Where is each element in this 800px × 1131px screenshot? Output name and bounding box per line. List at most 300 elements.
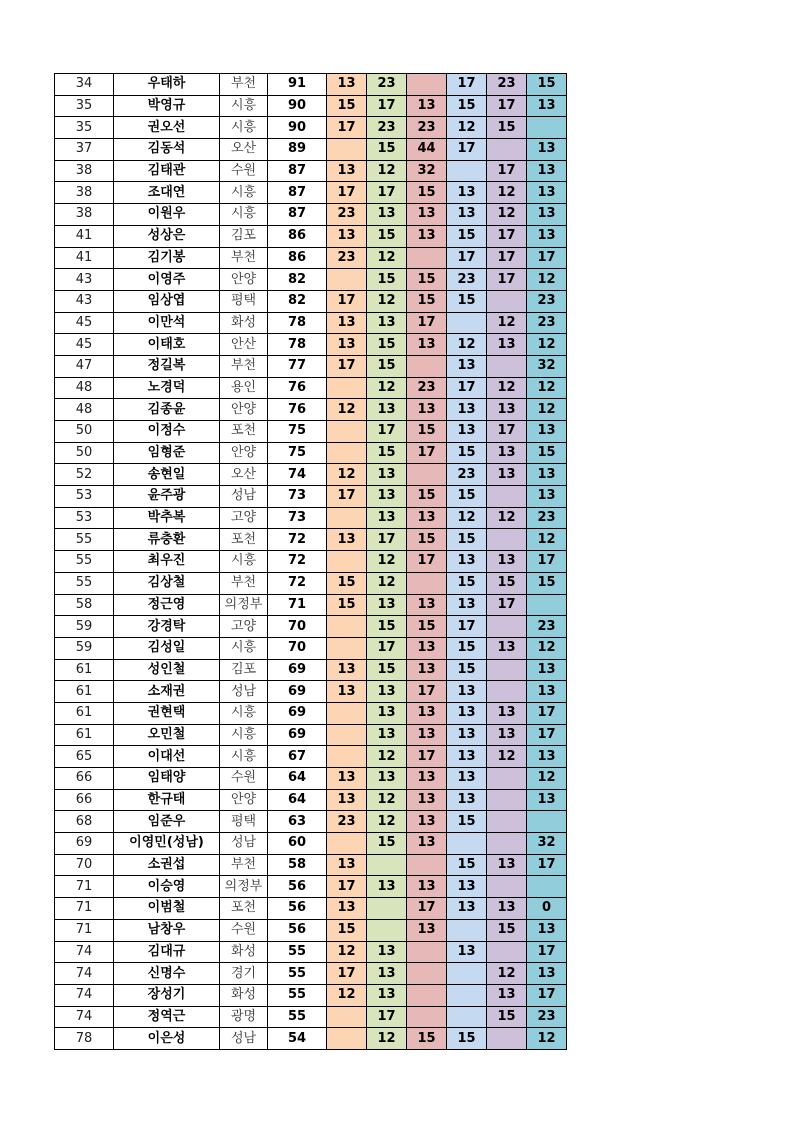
- total-cell: 86: [268, 225, 327, 247]
- stage-score-cell: 13: [327, 225, 367, 247]
- rank-cell: 55: [55, 529, 114, 551]
- stage-score-cell: 13: [327, 681, 367, 703]
- total-cell: 63: [268, 811, 327, 833]
- stage-score-cell: [487, 833, 527, 855]
- stage-score-cell: 23: [527, 290, 567, 312]
- stage-score-cell: 15: [487, 572, 527, 594]
- stage-score-cell: 15: [407, 290, 447, 312]
- rank-cell: 41: [55, 225, 114, 247]
- stage-score-cell: 13: [367, 486, 407, 508]
- table-row: [55, 117, 567, 139]
- stage-score-cell: [487, 355, 527, 377]
- stage-score-cell: [487, 811, 527, 833]
- stage-score-cell: 12: [487, 507, 527, 529]
- rank-cell: 61: [55, 702, 114, 724]
- stage-score-cell: 13: [447, 421, 487, 443]
- stage-score-cell: 12: [527, 529, 567, 551]
- stage-score-cell: [527, 811, 567, 833]
- stage-score-cell: 13: [367, 768, 407, 790]
- rank-cell: 69: [55, 833, 114, 855]
- rank-cell: 37: [55, 139, 114, 161]
- stage-score-cell: 13: [487, 702, 527, 724]
- city-cell: 포천: [220, 529, 268, 551]
- table-row: [55, 984, 567, 1006]
- stage-score-cell: 23: [327, 811, 367, 833]
- stage-score-cell: 13: [487, 334, 527, 356]
- city-cell: 안양: [220, 789, 268, 811]
- stage-score-cell: [327, 269, 367, 291]
- stage-score-cell: 13: [447, 768, 487, 790]
- stage-score-cell: [447, 833, 487, 855]
- stage-score-cell: 13: [487, 637, 527, 659]
- stage-score-cell: 12: [327, 464, 367, 486]
- total-cell: 72: [268, 551, 327, 573]
- stage-score-cell: 13: [367, 963, 407, 985]
- stage-score-cell: 12: [367, 789, 407, 811]
- stage-score-cell: 12: [527, 269, 567, 291]
- city-cell: 화성: [220, 984, 268, 1006]
- name-cell: 신명수: [114, 963, 220, 985]
- rank-cell: 65: [55, 746, 114, 768]
- stage-score-cell: 13: [447, 551, 487, 573]
- stage-score-cell: 13: [407, 594, 447, 616]
- table-row: [55, 1006, 567, 1028]
- stage-score-cell: 13: [327, 160, 367, 182]
- city-cell: 화성: [220, 941, 268, 963]
- stage-score-cell: 32: [407, 160, 447, 182]
- stage-score-cell: 15: [407, 1028, 447, 1050]
- table-row: [55, 139, 567, 161]
- table-row: [55, 919, 567, 941]
- stage-score-cell: 13: [527, 160, 567, 182]
- stage-score-cell: 17: [487, 160, 527, 182]
- stage-score-cell: 15: [407, 269, 447, 291]
- stage-score-cell: 12: [447, 117, 487, 139]
- rank-cell: 38: [55, 182, 114, 204]
- stage-score-cell: 17: [447, 139, 487, 161]
- stage-score-cell: 12: [367, 746, 407, 768]
- total-cell: 72: [268, 572, 327, 594]
- stage-score-cell: 13: [487, 898, 527, 920]
- table-row: [55, 529, 567, 551]
- stage-score-cell: 17: [527, 724, 567, 746]
- stage-score-cell: [327, 551, 367, 573]
- stage-score-cell: 13: [487, 442, 527, 464]
- stage-score-cell: 15: [367, 616, 407, 638]
- stage-score-cell: [527, 117, 567, 139]
- city-cell: 수원: [220, 919, 268, 941]
- ranking-table-body: [55, 74, 567, 1050]
- name-cell: 이대선: [114, 746, 220, 768]
- stage-score-cell: 13: [447, 204, 487, 226]
- stage-score-cell: 13: [447, 724, 487, 746]
- name-cell: 정근영: [114, 594, 220, 616]
- city-cell: 부천: [220, 854, 268, 876]
- city-cell: 포천: [220, 898, 268, 920]
- stage-score-cell: 13: [407, 768, 447, 790]
- rank-cell: 71: [55, 919, 114, 941]
- stage-score-cell: 13: [367, 464, 407, 486]
- stage-score-cell: [327, 507, 367, 529]
- stage-score-cell: [487, 616, 527, 638]
- table-row: [55, 854, 567, 876]
- stage-score-cell: 12: [487, 182, 527, 204]
- rank-cell: 61: [55, 724, 114, 746]
- stage-score-cell: [367, 919, 407, 941]
- total-cell: 56: [268, 919, 327, 941]
- table-row: [55, 594, 567, 616]
- stage-score-cell: 15: [447, 290, 487, 312]
- stage-score-cell: 13: [367, 507, 407, 529]
- table-row: [55, 95, 567, 117]
- name-cell: 김종윤: [114, 399, 220, 421]
- total-cell: 70: [268, 637, 327, 659]
- stage-score-cell: 13: [527, 139, 567, 161]
- stage-score-cell: 13: [447, 941, 487, 963]
- rank-cell: 47: [55, 355, 114, 377]
- stage-score-cell: 12: [447, 334, 487, 356]
- stage-score-cell: [327, 724, 367, 746]
- stage-score-cell: [487, 789, 527, 811]
- total-cell: 73: [268, 486, 327, 508]
- stage-score-cell: 13: [487, 854, 527, 876]
- city-cell: 시흥: [220, 117, 268, 139]
- stage-score-cell: 17: [447, 74, 487, 96]
- name-cell: 남창우: [114, 919, 220, 941]
- stage-score-cell: 0: [527, 898, 567, 920]
- stage-score-cell: 12: [527, 637, 567, 659]
- stage-score-cell: 12: [367, 551, 407, 573]
- name-cell: 김대규: [114, 941, 220, 963]
- table-row: [55, 746, 567, 768]
- total-cell: 70: [268, 616, 327, 638]
- stage-score-cell: 13: [407, 507, 447, 529]
- city-cell: 성남: [220, 833, 268, 855]
- stage-score-cell: [327, 746, 367, 768]
- stage-score-cell: 13: [367, 876, 407, 898]
- table-row: [55, 421, 567, 443]
- stage-score-cell: 15: [527, 442, 567, 464]
- stage-score-cell: 13: [407, 334, 447, 356]
- rank-cell: 53: [55, 486, 114, 508]
- rank-cell: 35: [55, 95, 114, 117]
- rank-cell: 78: [55, 1028, 114, 1050]
- stage-score-cell: 23: [327, 204, 367, 226]
- total-cell: 73: [268, 507, 327, 529]
- city-cell: 수원: [220, 768, 268, 790]
- stage-score-cell: 17: [487, 421, 527, 443]
- total-cell: 54: [268, 1028, 327, 1050]
- stage-score-cell: 13: [407, 225, 447, 247]
- stage-score-cell: [487, 876, 527, 898]
- total-cell: 71: [268, 594, 327, 616]
- stage-score-cell: [447, 312, 487, 334]
- stage-score-cell: 17: [487, 594, 527, 616]
- stage-score-cell: [447, 160, 487, 182]
- total-cell: 60: [268, 833, 327, 855]
- stage-score-cell: 17: [327, 963, 367, 985]
- stage-score-cell: 17: [327, 290, 367, 312]
- name-cell: 한규태: [114, 789, 220, 811]
- stage-score-cell: 15: [367, 334, 407, 356]
- stage-score-cell: 15: [447, 442, 487, 464]
- rank-cell: 66: [55, 789, 114, 811]
- city-cell: 부천: [220, 355, 268, 377]
- stage-score-cell: 13: [527, 486, 567, 508]
- city-cell: 경기: [220, 963, 268, 985]
- name-cell: 우태하: [114, 74, 220, 96]
- ranking-table: [54, 73, 567, 1050]
- stage-score-cell: 13: [407, 399, 447, 421]
- stage-score-cell: 13: [367, 941, 407, 963]
- stage-score-cell: 13: [527, 746, 567, 768]
- name-cell: 임태양: [114, 768, 220, 790]
- stage-score-cell: [487, 529, 527, 551]
- city-cell: 평택: [220, 290, 268, 312]
- city-cell: 성남: [220, 681, 268, 703]
- total-cell: 87: [268, 204, 327, 226]
- stage-score-cell: [487, 659, 527, 681]
- stage-score-cell: 12: [487, 204, 527, 226]
- rank-cell: 61: [55, 659, 114, 681]
- stage-score-cell: 15: [487, 1006, 527, 1028]
- table-row: [55, 464, 567, 486]
- stage-score-cell: 12: [327, 984, 367, 1006]
- stage-score-cell: 15: [407, 616, 447, 638]
- total-cell: 87: [268, 182, 327, 204]
- name-cell: 류충환: [114, 529, 220, 551]
- rank-cell: 58: [55, 594, 114, 616]
- stage-score-cell: [407, 1006, 447, 1028]
- total-cell: 69: [268, 659, 327, 681]
- rank-cell: 50: [55, 442, 114, 464]
- table-row: [55, 290, 567, 312]
- name-cell: 최우진: [114, 551, 220, 573]
- stage-score-cell: 15: [367, 269, 407, 291]
- stage-score-cell: [447, 984, 487, 1006]
- stage-score-cell: 17: [447, 247, 487, 269]
- table-row: [55, 312, 567, 334]
- table-row: [55, 74, 567, 96]
- stage-score-cell: 15: [447, 95, 487, 117]
- rank-cell: 74: [55, 963, 114, 985]
- table-row: [55, 334, 567, 356]
- rank-cell: 74: [55, 984, 114, 1006]
- stage-score-cell: 12: [487, 377, 527, 399]
- stage-score-cell: 17: [487, 95, 527, 117]
- total-cell: 74: [268, 464, 327, 486]
- table-row: [55, 833, 567, 855]
- name-cell: 장성기: [114, 984, 220, 1006]
- stage-score-cell: 17: [407, 681, 447, 703]
- stage-score-cell: 12: [487, 312, 527, 334]
- name-cell: 정길복: [114, 355, 220, 377]
- stage-score-cell: 13: [407, 724, 447, 746]
- rank-cell: 34: [55, 74, 114, 96]
- name-cell: 이영주: [114, 269, 220, 291]
- stage-score-cell: 17: [527, 984, 567, 1006]
- stage-score-cell: [327, 616, 367, 638]
- table-row: [55, 941, 567, 963]
- stage-score-cell: 13: [327, 74, 367, 96]
- name-cell: 성인철: [114, 659, 220, 681]
- stage-score-cell: 17: [367, 95, 407, 117]
- name-cell: 이정수: [114, 421, 220, 443]
- table-row: [55, 1028, 567, 1050]
- stage-score-cell: 17: [367, 637, 407, 659]
- stage-score-cell: [487, 768, 527, 790]
- stage-score-cell: 17: [487, 225, 527, 247]
- table-row: [55, 442, 567, 464]
- stage-score-cell: 17: [327, 182, 367, 204]
- city-cell: 김포: [220, 659, 268, 681]
- rank-cell: 43: [55, 269, 114, 291]
- name-cell: 이영민(성남): [114, 833, 220, 855]
- stage-score-cell: 13: [447, 702, 487, 724]
- name-cell: 오민철: [114, 724, 220, 746]
- total-cell: 82: [268, 269, 327, 291]
- stage-score-cell: 17: [527, 854, 567, 876]
- stage-score-cell: 13: [367, 204, 407, 226]
- stage-score-cell: [447, 963, 487, 985]
- stage-score-cell: 17: [367, 421, 407, 443]
- stage-score-cell: 13: [367, 594, 407, 616]
- table-row: [55, 572, 567, 594]
- stage-score-cell: 12: [527, 334, 567, 356]
- stage-score-cell: 13: [407, 811, 447, 833]
- table-row: [55, 399, 567, 421]
- stage-score-cell: [327, 421, 367, 443]
- total-cell: 90: [268, 95, 327, 117]
- city-cell: 시흥: [220, 551, 268, 573]
- stage-score-cell: 13: [487, 724, 527, 746]
- rank-cell: 53: [55, 507, 114, 529]
- rank-cell: 48: [55, 399, 114, 421]
- rank-cell: 61: [55, 681, 114, 703]
- stage-score-cell: 15: [487, 919, 527, 941]
- stage-score-cell: 12: [367, 160, 407, 182]
- rank-cell: 71: [55, 876, 114, 898]
- table-row: [55, 486, 567, 508]
- stage-score-cell: 23: [527, 312, 567, 334]
- rank-cell: 50: [55, 421, 114, 443]
- stage-score-cell: 15: [327, 572, 367, 594]
- rank-cell: 74: [55, 1006, 114, 1028]
- city-cell: 부천: [220, 247, 268, 269]
- name-cell: 소재권: [114, 681, 220, 703]
- name-cell: 이원우: [114, 204, 220, 226]
- stage-score-cell: 23: [367, 117, 407, 139]
- rank-cell: 45: [55, 312, 114, 334]
- city-cell: 안산: [220, 334, 268, 356]
- stage-score-cell: 13: [487, 551, 527, 573]
- name-cell: 김기봉: [114, 247, 220, 269]
- name-cell: 소권섭: [114, 854, 220, 876]
- stage-score-cell: 13: [407, 637, 447, 659]
- stage-score-cell: 15: [447, 529, 487, 551]
- table-row: [55, 702, 567, 724]
- stage-score-cell: 17: [327, 355, 367, 377]
- stage-score-cell: 15: [367, 659, 407, 681]
- stage-score-cell: 15: [327, 594, 367, 616]
- rank-cell: 52: [55, 464, 114, 486]
- table-row: [55, 355, 567, 377]
- table-row: [55, 182, 567, 204]
- name-cell: 윤주광: [114, 486, 220, 508]
- stage-score-cell: [327, 1006, 367, 1028]
- name-cell: 김태관: [114, 160, 220, 182]
- stage-score-cell: 17: [367, 529, 407, 551]
- stage-score-cell: 15: [367, 355, 407, 377]
- table-row: [55, 681, 567, 703]
- stage-score-cell: 15: [367, 139, 407, 161]
- stage-score-cell: 13: [527, 95, 567, 117]
- stage-score-cell: 17: [367, 182, 407, 204]
- name-cell: 이범철: [114, 898, 220, 920]
- stage-score-cell: 23: [407, 117, 447, 139]
- city-cell: 시흥: [220, 95, 268, 117]
- rank-cell: 59: [55, 616, 114, 638]
- stage-score-cell: 23: [327, 247, 367, 269]
- name-cell: 박영규: [114, 95, 220, 117]
- stage-score-cell: 13: [327, 312, 367, 334]
- stage-score-cell: [327, 1028, 367, 1050]
- stage-score-cell: [487, 681, 527, 703]
- rank-cell: 70: [55, 854, 114, 876]
- city-cell: 평택: [220, 811, 268, 833]
- stage-score-cell: 17: [407, 312, 447, 334]
- stage-score-cell: 15: [447, 572, 487, 594]
- name-cell: 정역근: [114, 1006, 220, 1028]
- total-cell: 78: [268, 334, 327, 356]
- name-cell: 임준우: [114, 811, 220, 833]
- total-cell: 82: [268, 290, 327, 312]
- rank-cell: 71: [55, 898, 114, 920]
- stage-score-cell: [367, 898, 407, 920]
- total-cell: 78: [268, 312, 327, 334]
- name-cell: 김성일: [114, 637, 220, 659]
- stage-score-cell: 13: [407, 876, 447, 898]
- city-cell: 시흥: [220, 182, 268, 204]
- stage-score-cell: 15: [487, 117, 527, 139]
- stage-score-cell: 12: [527, 1028, 567, 1050]
- stage-score-cell: [407, 355, 447, 377]
- stage-score-cell: 17: [407, 898, 447, 920]
- city-cell: 시흥: [220, 746, 268, 768]
- stage-score-cell: 17: [527, 941, 567, 963]
- rank-cell: 74: [55, 941, 114, 963]
- total-cell: 69: [268, 724, 327, 746]
- stage-score-cell: [407, 963, 447, 985]
- total-cell: 55: [268, 1006, 327, 1028]
- stage-score-cell: 12: [367, 290, 407, 312]
- stage-score-cell: 12: [367, 1028, 407, 1050]
- stage-score-cell: [407, 464, 447, 486]
- city-cell: 오산: [220, 139, 268, 161]
- stage-score-cell: 13: [367, 984, 407, 1006]
- stage-score-cell: 13: [327, 529, 367, 551]
- table-row: [55, 768, 567, 790]
- city-cell: 안양: [220, 442, 268, 464]
- stage-score-cell: 13: [447, 355, 487, 377]
- city-cell: 의정부: [220, 594, 268, 616]
- name-cell: 권오선: [114, 117, 220, 139]
- stage-score-cell: 17: [327, 117, 367, 139]
- stage-score-cell: 12: [447, 507, 487, 529]
- table-row: [55, 789, 567, 811]
- stage-score-cell: 12: [367, 811, 407, 833]
- stage-score-cell: 13: [487, 464, 527, 486]
